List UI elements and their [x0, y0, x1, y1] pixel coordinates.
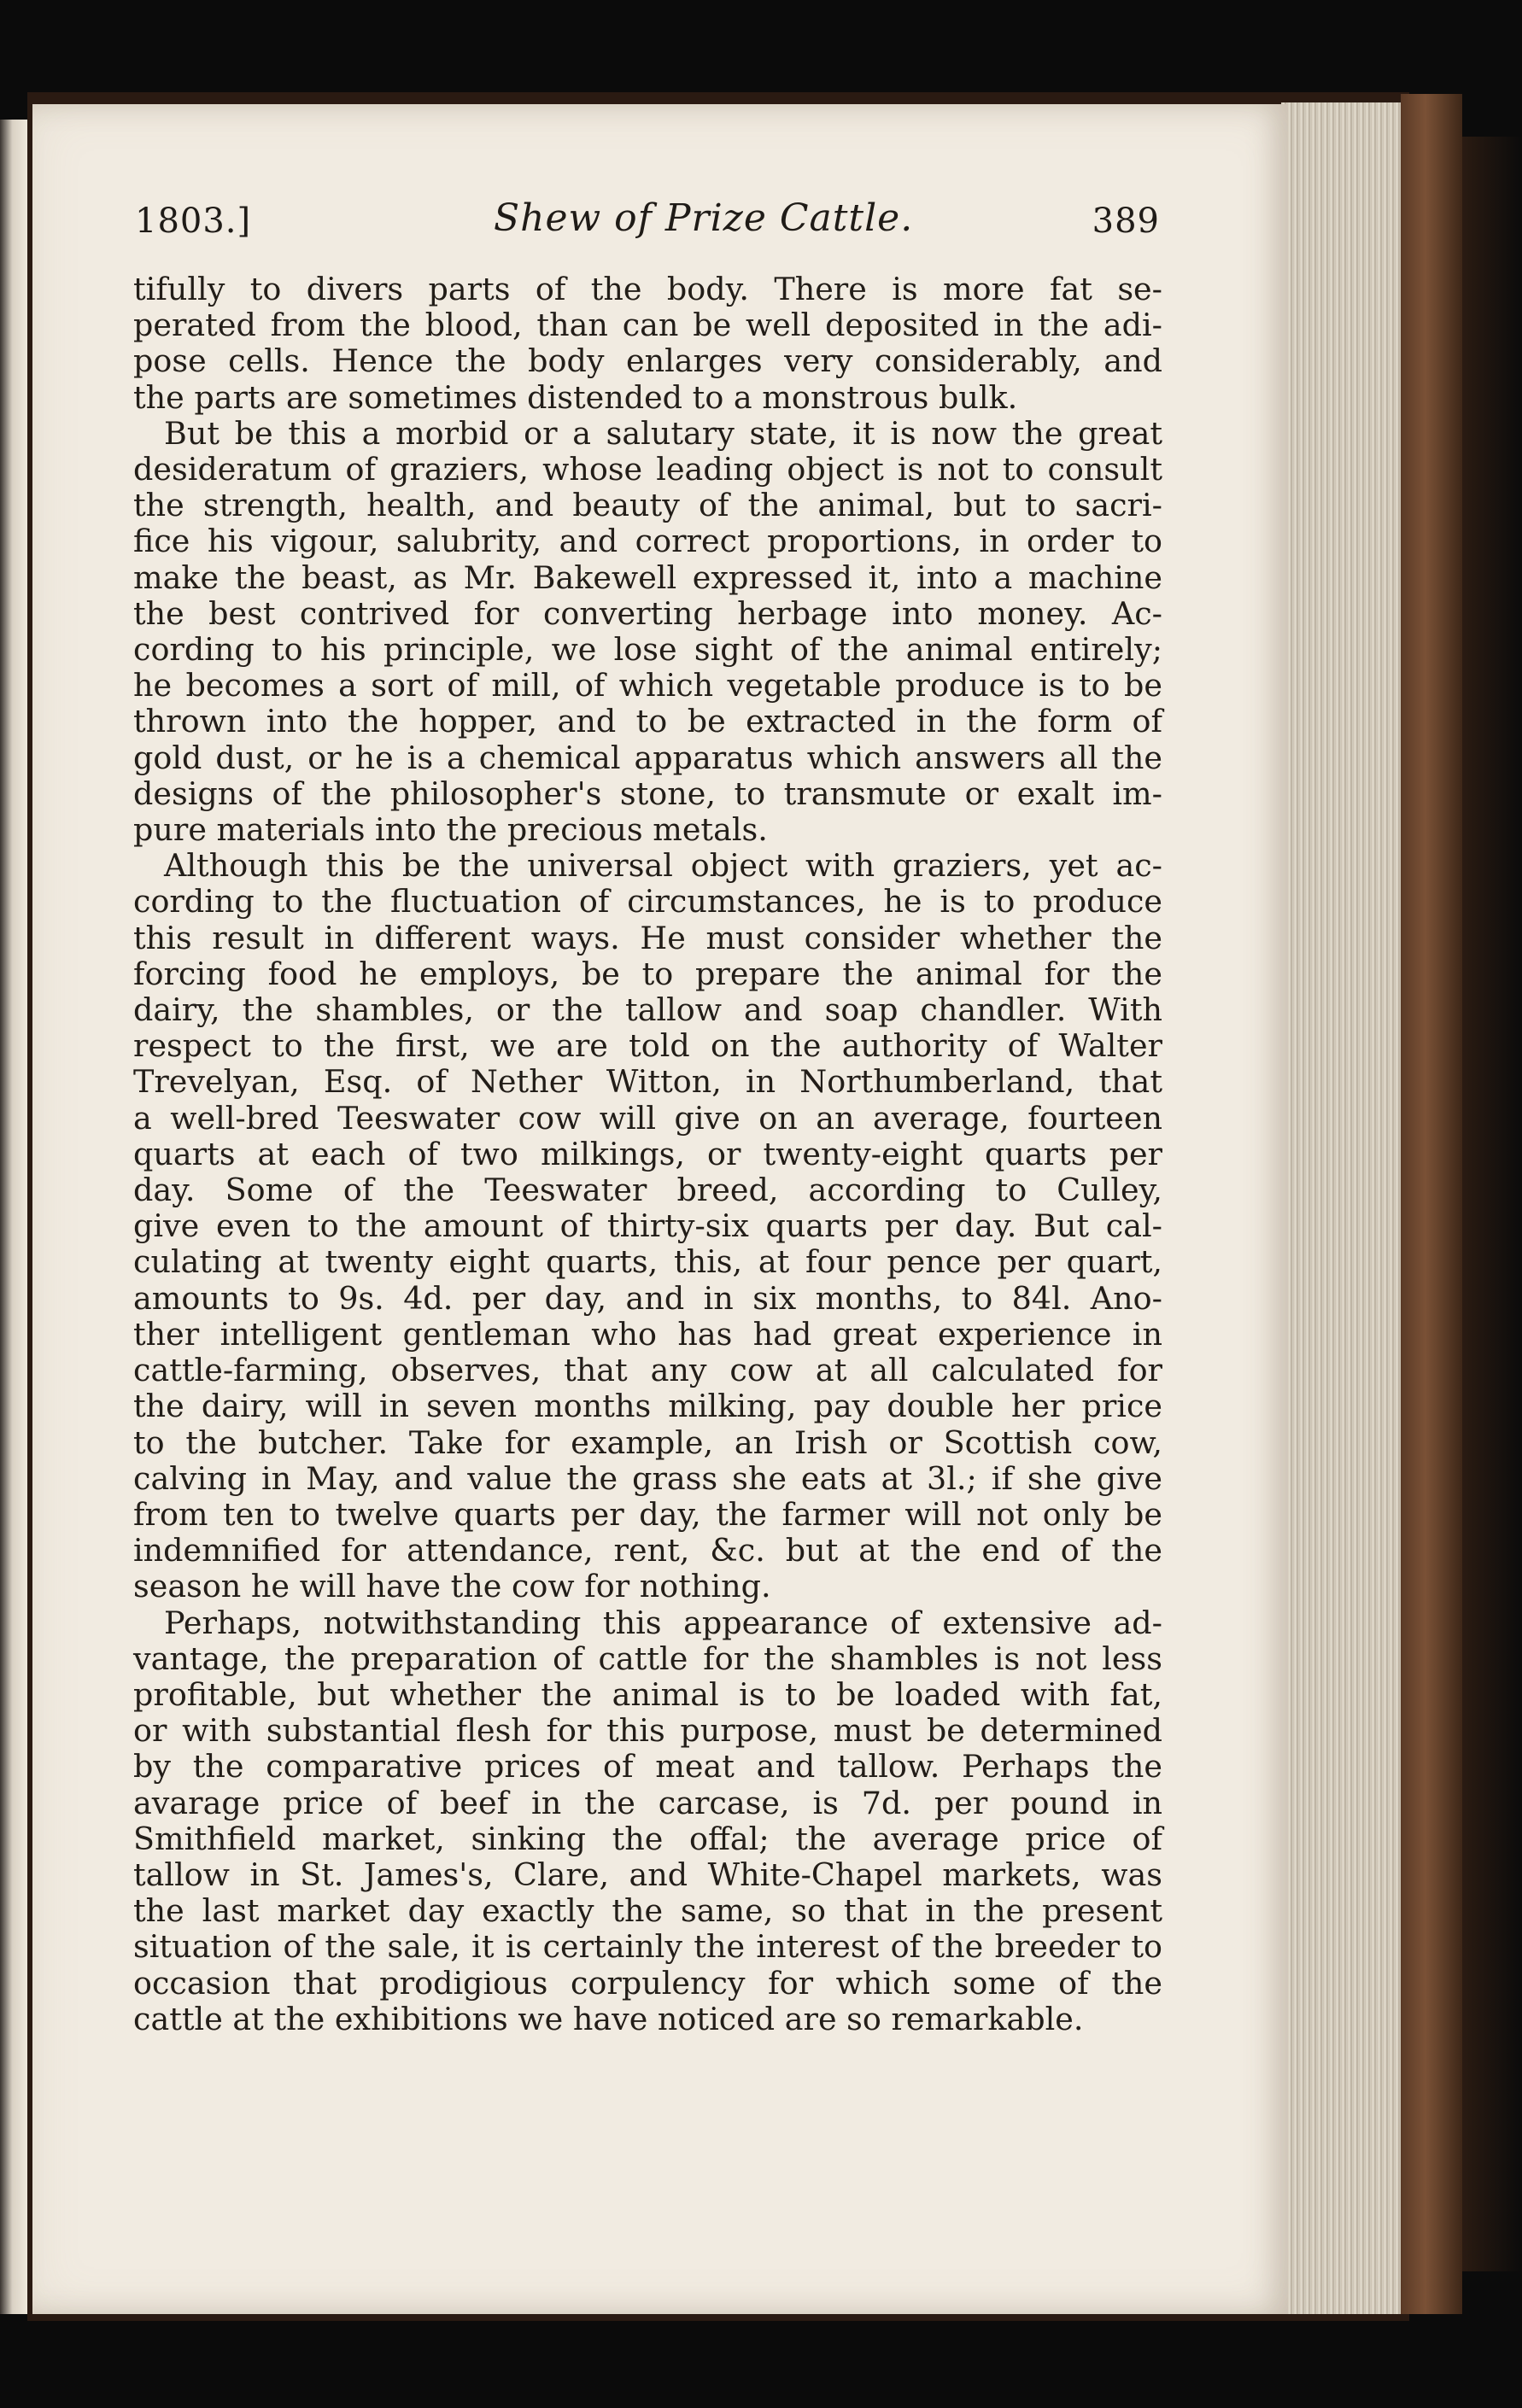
text-line: the best contrived for converting herbage into money. Ac-: [133, 594, 1162, 632]
text-line: dairy, the shambles, or the tallow and soap chandler. With: [133, 991, 1162, 1029]
text-line: he becomes a sort of mill, of which vegetable produce is to be: [133, 667, 1162, 704]
header-running-title: Shew of Prize Cattle.: [494, 196, 914, 240]
text-line: the last market day exactly the same, so that in the present: [133, 1892, 1162, 1930]
binding-shadow: [1462, 137, 1522, 2271]
text-line: or with substantial flesh for this purpose, must be determined: [133, 1712, 1162, 1750]
text-line: calving in May, and value the grass she eats at 3l.; if she give: [133, 1459, 1162, 1497]
text-line: situation of the sale, it is certainly the interest of the breeder to: [133, 1928, 1162, 1966]
text-line: to the butcher. Take for example, an Irish or Scottish cow,: [133, 1423, 1162, 1461]
text-line: ther intelligent gentleman who has had great experience in: [133, 1315, 1162, 1353]
text-line: thrown into the hopper, and to be extracted in the form of: [133, 703, 1162, 740]
text-line: by the comparative prices of meat and tallow. Perhaps the: [133, 1748, 1162, 1786]
text-line: Although this be the universal object with graziers, yet ac-: [164, 847, 1162, 885]
leather-binding: [1401, 94, 1462, 2314]
text-line: avarage price of beef in the carcase, is 7d. per pound in: [133, 1784, 1162, 1821]
left-page-edge: [0, 120, 27, 2314]
text-line: Trevelyan, Esq. of Nether Witton, in Northumberland, that: [133, 1063, 1162, 1101]
text-line: perated from the blood, than can be well deposited in the adi-: [133, 307, 1162, 344]
text-line: cattle at the exhibitions we have noticed are so remarkable.: [133, 2000, 1084, 2037]
text-line: give even to the amount of thirty-six quarts per day. But cal-: [133, 1207, 1162, 1245]
text-line: designs of the philosopher's stone, to transmute or exalt im-: [133, 774, 1162, 812]
text-line: cording to his principle, we lose sight of the animal entirely;: [133, 631, 1162, 669]
text-line: desideratum of graziers, whose leading object is not to consult: [133, 451, 1162, 488]
text-line: tallow in St. James's, Clare, and White-Chapel markets, was: [133, 1856, 1162, 1893]
text-line: gold dust, or he is a chemical apparatus which answers all the: [133, 739, 1162, 776]
text-line: the parts are sometimes distended to a monstrous bulk.: [133, 378, 1018, 416]
text-line: indemnified for attendance, rent, &c. but at the end of the: [133, 1532, 1162, 1569]
text-line: vantage, the preparation of cattle for the shambles is not less: [133, 1639, 1162, 1677]
book-page: [32, 104, 1288, 2314]
page-number: 389: [1092, 202, 1160, 241]
text-line: Smithfield market, sinking the offal; the average price of: [133, 1820, 1162, 1857]
page-stack-edge: [1281, 102, 1418, 2314]
text-line: forcing food he employs, be to prepare the animal for the: [133, 955, 1162, 992]
text-line: culating at twenty eight quarts, this, at four pence per quart,: [133, 1243, 1162, 1281]
text-line: the strength, health, and beauty of the animal, but to sacri-: [133, 487, 1162, 524]
text-line: a well-bred Teeswater cow will give on an average, fourteen: [133, 1099, 1162, 1137]
text-line: respect to the first, we are told on the authority of Walter: [133, 1027, 1162, 1065]
text-line: pose cells. Hence the body enlarges very considerably, and: [133, 342, 1162, 380]
text-line: make the beast, as Mr. Bakewell expressed it, into a machine: [133, 558, 1162, 596]
text-line: pure materials into the precious metals.: [133, 811, 768, 849]
text-line: this result in different ways. He must consider whether the: [133, 919, 1162, 956]
text-line: Perhaps, notwithstanding this appearance of extensive ad-: [164, 1604, 1162, 1641]
text-line: cording to the fluctuation of circumstances, he is to produce: [133, 883, 1162, 921]
text-line: quarts at each of two milkings, or twenty-eight quarts per: [133, 1135, 1162, 1172]
header-year: 1803.]: [135, 202, 252, 241]
text-line: the dairy, will in seven months milking, pay double her price: [133, 1388, 1162, 1425]
body-text: [133, 272, 1162, 2037]
paragraph: [133, 272, 1162, 416]
text-line: from ten to twelve quarts per day, the farmer will not only be: [133, 1495, 1162, 1533]
text-line: season he will have the cow for nothing.: [133, 1568, 771, 1605]
text-line: profitable, but whether the animal is to be loaded with fat,: [133, 1675, 1162, 1713]
text-line: fice his vigour, salubrity, and correct proportions, in order to: [133, 523, 1162, 560]
text-line: cattle-farming, observes, that any cow at all calculated for: [133, 1352, 1162, 1389]
text-line: occasion that prodigious corpulency for which some of the: [133, 1964, 1162, 2002]
text-line: tifully to divers parts of the body. There is more fat se-: [133, 271, 1162, 307]
text-line: But be this a morbid or a salutary state, it is now the great: [164, 414, 1162, 452]
text-line: amounts to 9s. 4d. per day, and in six months, to 84l. Ano-: [133, 1279, 1162, 1317]
text-line: day. Some of the Teeswater breed, according to Culley,: [133, 1172, 1162, 1209]
paragraph: [133, 1605, 1162, 2037]
running-header: [135, 196, 1160, 248]
paragraph: [133, 848, 1162, 1604]
paragraph: [133, 416, 1162, 848]
